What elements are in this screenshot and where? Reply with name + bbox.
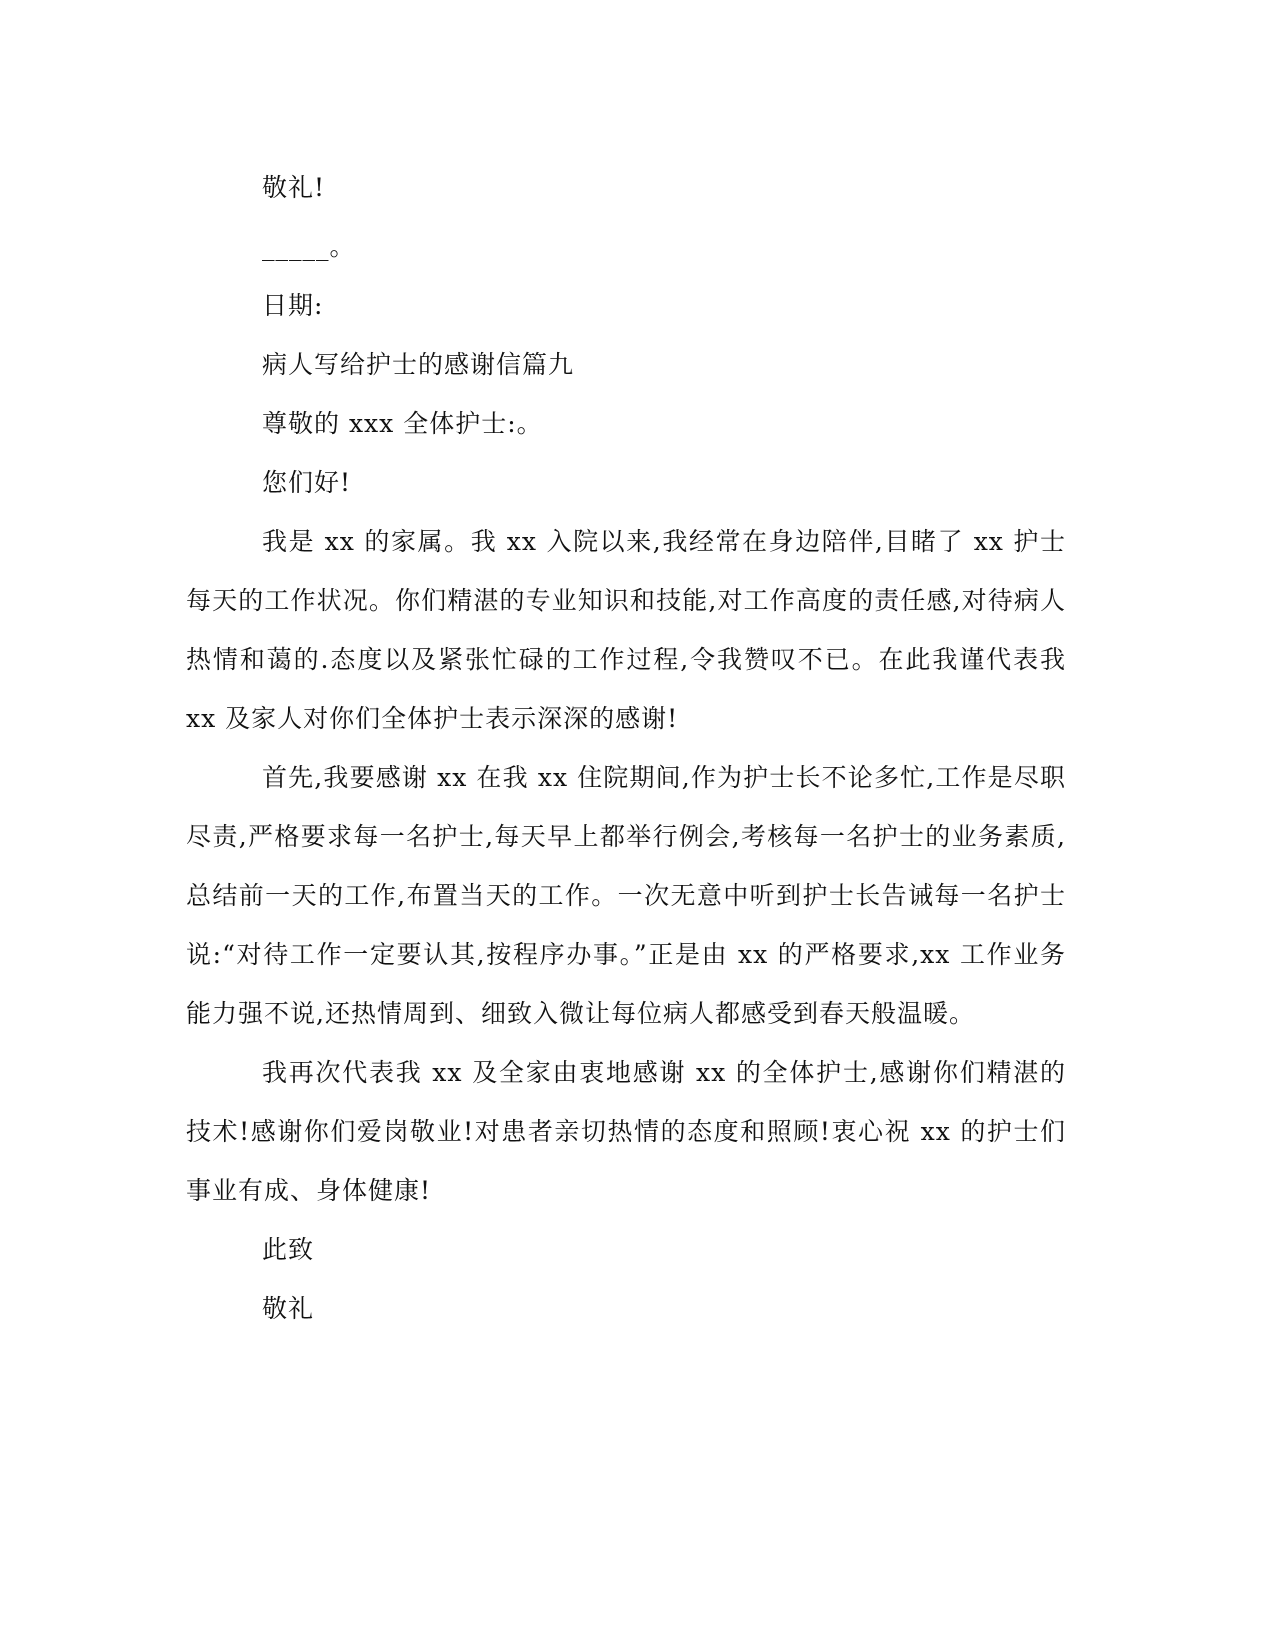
signature-blank: _____。 xyxy=(262,232,356,261)
section-title: 病人写给护士的感谢信篇九 xyxy=(262,350,575,379)
date-label: 日期: xyxy=(262,291,324,320)
paragraph: 我是 xx 的家属。我 xx 入院以来,我经常在身边陪伴,目睹了 xx 护士每天的工作状况。你们精湛的专业知识和技能,对工作高度的责任感,对待病人热情和蔼的.态度以及紧张忙碌的工作过程,令我赞叹不已。在此我谨代表我 xx 及家人对你们全体护士表示深深的感谢! xyxy=(186,527,1066,733)
closing-line: 此致 xyxy=(262,1235,315,1264)
paragraph: 首先,我要感谢 xx 在我 xx 住院期间,作为护士长不论多忙,工作是尽职尽责,严格要求每一名护士,每天早上都举行例会,考核每一名护士的业务素质,总结前一天的工作,布置当天的工作。一次无意中听到护士长告诫每一名护士说:“对待工作一定要认其,按程序办事。”正是由 xx 的严格要求,xx 工作业务能力强不说,还热情周到、细致入微让每位病人都感受到春天般温暖。 xyxy=(186,763,1066,1028)
letter-body xyxy=(186,158,1066,1338)
salute-text: 敬礼! xyxy=(262,173,326,202)
greeting: 尊敬的 xxx 全体护士:。 xyxy=(262,409,543,438)
paragraph: 我再次代表我 xx 及全家由衷地感谢 xx 的全体护士,感谢你们精湛的技术!感谢你们爱岗敬业!对患者亲切热情的态度和照顾!衷心祝 xx 的护士们事业有成、身体健康! xyxy=(186,1058,1066,1205)
closing-salute: 敬礼 xyxy=(262,1294,315,1323)
hello: 您们好! xyxy=(262,468,352,497)
